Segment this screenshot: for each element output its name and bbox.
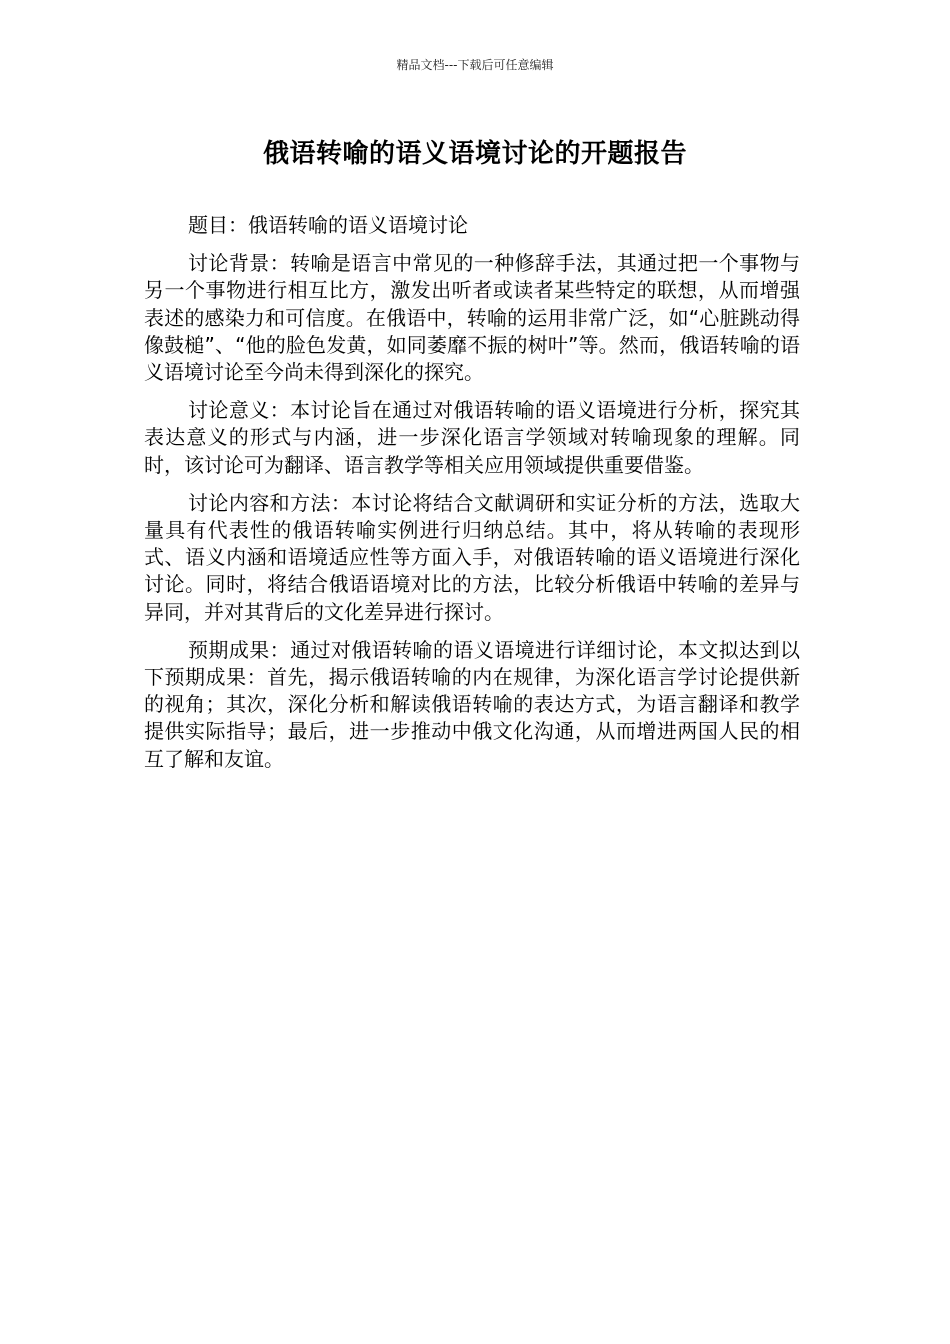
paragraph-significance: 讨论意义：本讨论旨在通过对俄语转喻的语义语境进行分析，探究其表达意义的形式与内涵，进一步深化语言学领域对转喻现象的理解。同时，该讨论可为翻译、语言教学等相关应用领域提供重要借鉴。 xyxy=(144,398,800,477)
paragraph-content-methods: 讨论内容和方法：本讨论将结合文献调研和实证分析的方法，选取大量具有代表性的俄语转喻实例进行归纳总结。其中，将从转喻的表现形式、语义内涵和语境适应性等方面入手，对俄语转喻的语义语境进行深化讨论。同时，将结合俄语语境对比的方法，比较分析俄语中转喻的差异与异同，并对其背后的文化差异进行探讨。 xyxy=(144,490,800,624)
paragraph-topic: 题目：俄语转喻的语义语境讨论 xyxy=(188,213,468,237)
paragraph-expected-results: 预期成果：通过对俄语转喻的语义语境进行详细讨论，本文拟达到以下预期成果：首先，揭示俄语转喻的内在规律，为深化语言学讨论提供新的视角；其次，深化分析和解读俄语转喻的表达方式，为语言翻译和教学提供实际指导；最后，进一步推动中俄文化沟通，从而增进两国人民的相互了解和友谊。 xyxy=(144,637,800,771)
document-title: 俄语转喻的语义语境讨论的开题报告 xyxy=(262,139,687,169)
paragraph-background: 讨论背景：转喻是语言中常见的一种修辞手法，其通过把一个事物与另一个事物进行相互比方，激发出听者或读者某些特定的联想，从而增强表述的感染力和可信度。在俄语中，转喻的运用非常广泛，如“心脏跳动得像鼓槌”、“他的脸色发黄，如同萎靡不振的树叶”等。然而，俄语转喻的语义语境讨论至今尚未得到深化的探究。 xyxy=(144,251,800,385)
page-header: 精品文档---下载后可任意编辑 xyxy=(396,58,554,72)
document-body xyxy=(144,212,800,784)
